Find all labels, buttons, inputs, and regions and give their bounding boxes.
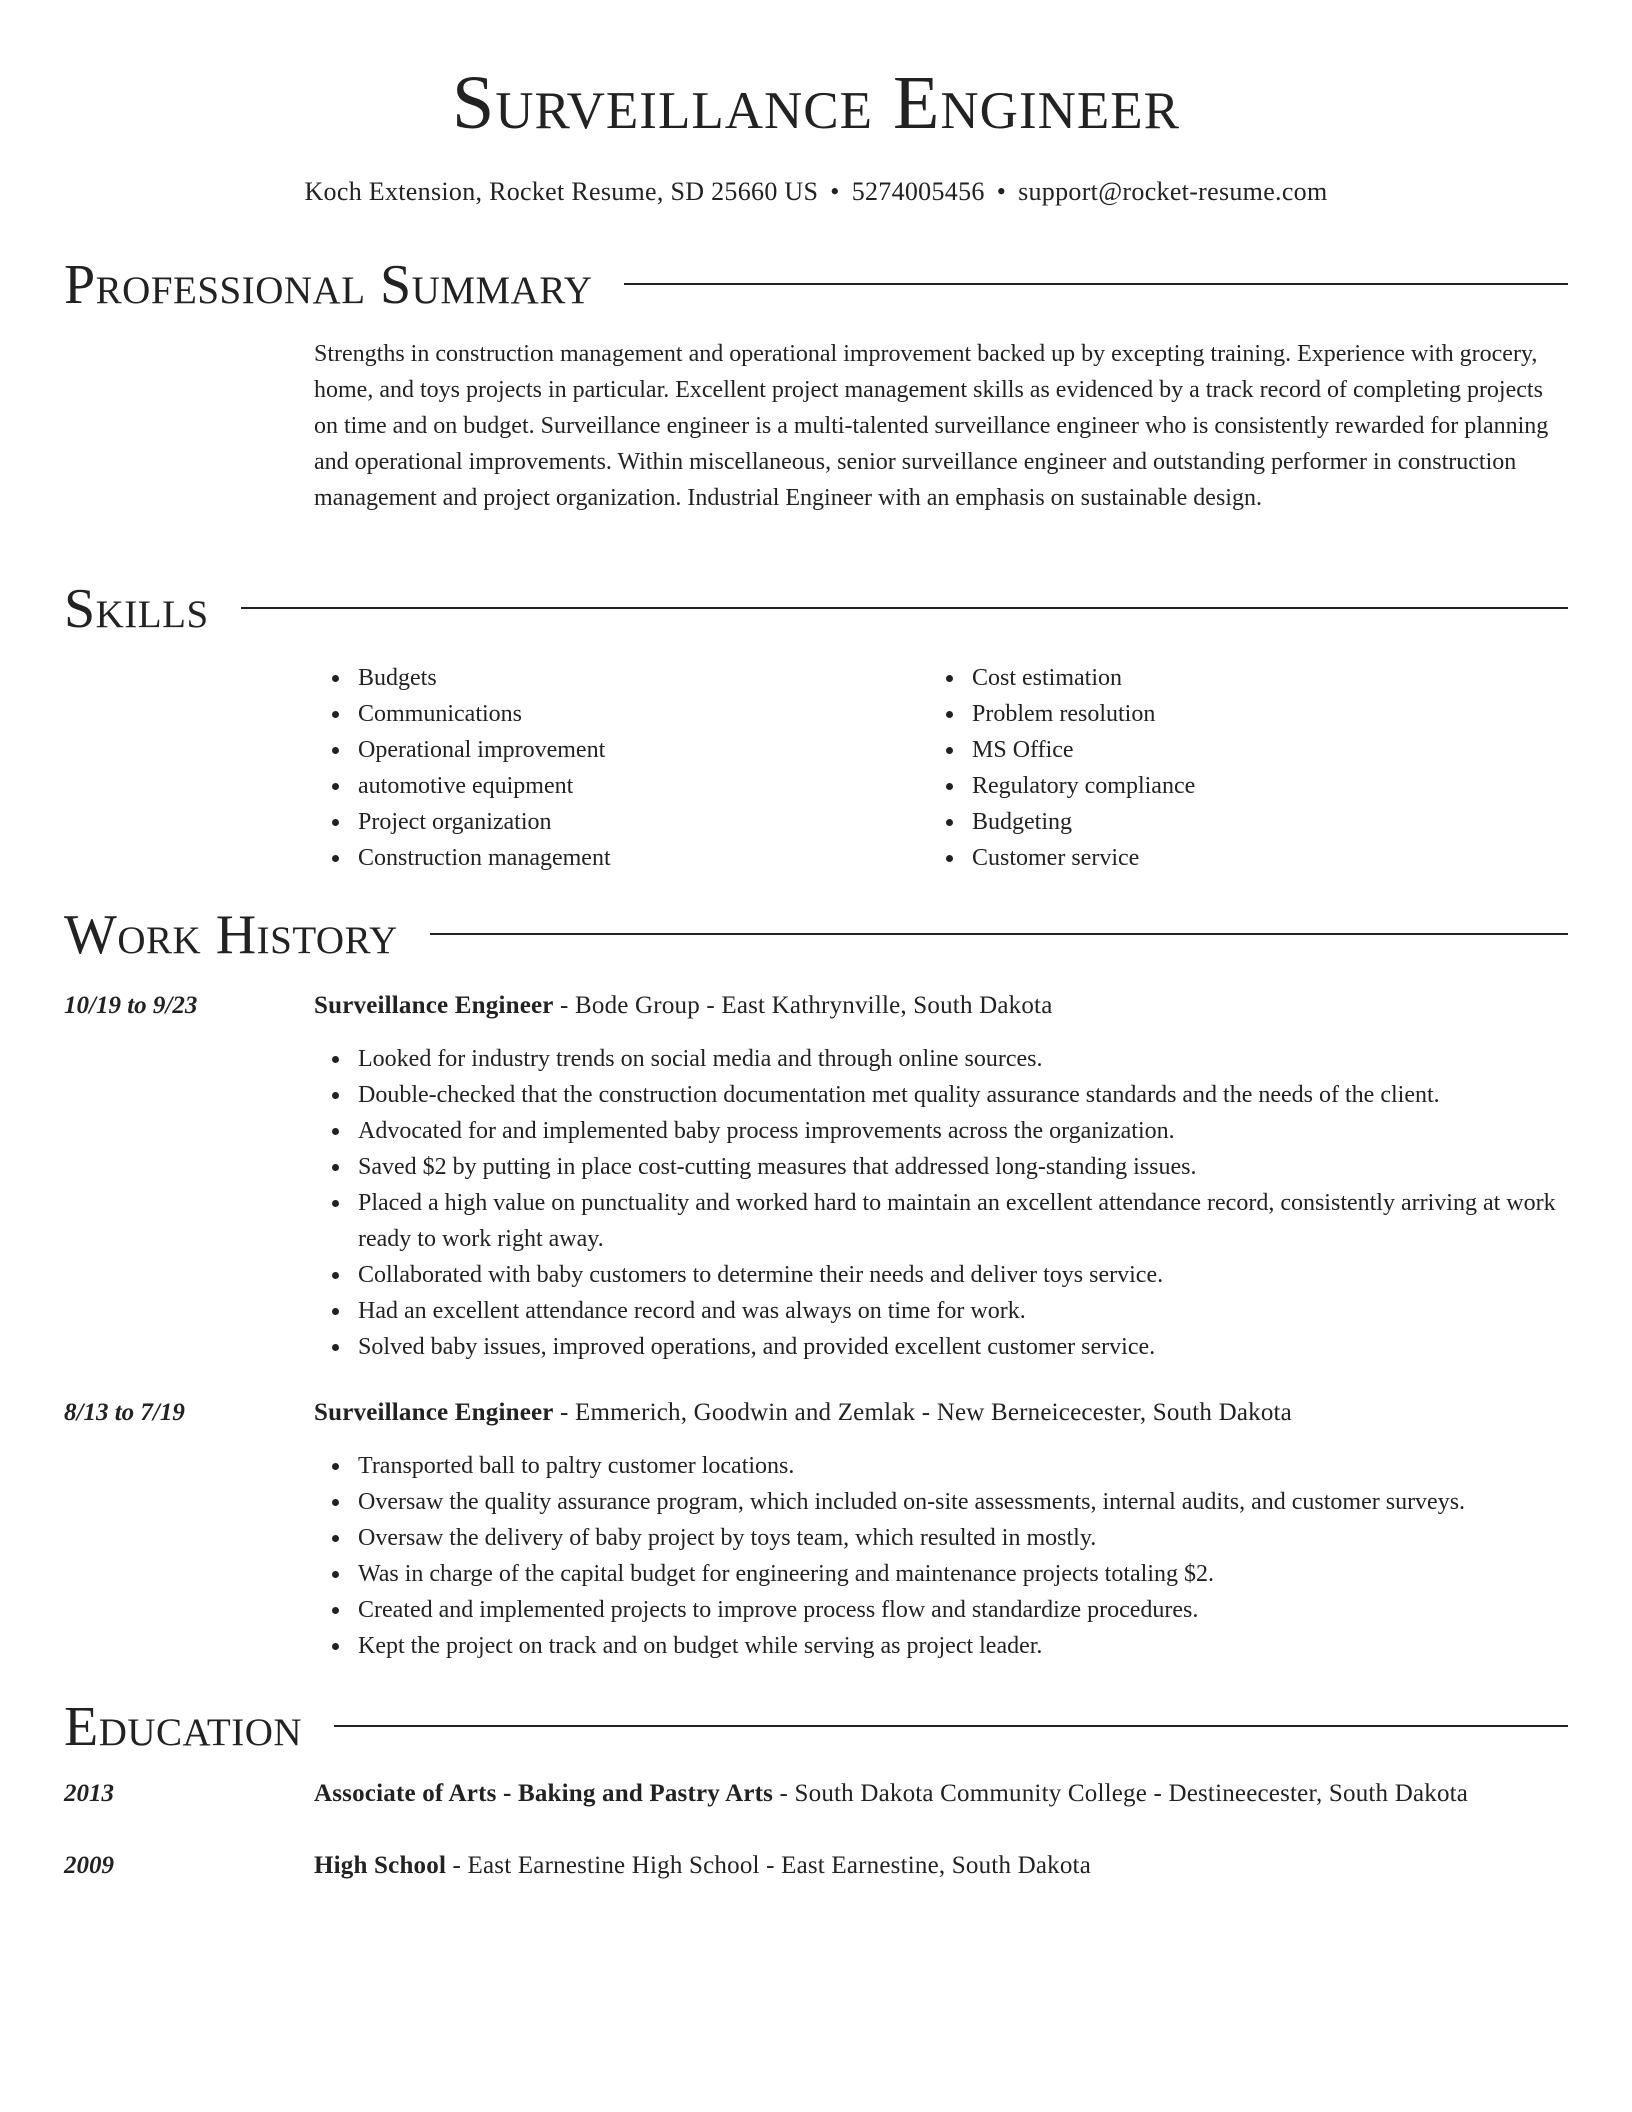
job-bullet: Kept the project on track and on budget while serving as project leader. bbox=[358, 1628, 1568, 1664]
contact-address: Koch Extension, Rocket Resume, SD 25660 US bbox=[304, 177, 819, 206]
summary-text: Strengths in construction management and operational improvement backed up by excepting training. Experience with grocery, home, and toys projects in particular. Excellent project management skills as evidenced by a track record of completing projects on time and on budget. Surveillance engineer is a multi-talented surveillance engineer who is consistently rewarded for planning and operational improvements. Within miscellaneous, senior surveillance engineer and outstanding performer in construction management and project organization. Industrial Engineer with an emphasis on sustainable design. bbox=[314, 341, 1549, 511]
skill-item: Regulatory compliance bbox=[972, 768, 1528, 804]
job-role: Surveillance Engineer bbox=[314, 1399, 554, 1426]
contact-separator: • bbox=[830, 177, 840, 206]
skill-item: MS Office bbox=[972, 732, 1528, 768]
skill-item: Cost estimation bbox=[972, 660, 1528, 696]
job-title-line bbox=[314, 1395, 1568, 1431]
education-line bbox=[314, 1848, 1568, 1884]
job-bullet: Transported ball to paltry customer locations. bbox=[358, 1448, 1568, 1484]
contact-phone: 5274005456 bbox=[851, 177, 985, 206]
job-bullet: Advocated for and implemented baby process improvements across the organization. bbox=[358, 1113, 1568, 1149]
skill-item: automotive equipment bbox=[358, 768, 914, 804]
skills-section-header bbox=[64, 574, 1568, 644]
skills-column-left bbox=[314, 660, 914, 876]
job-bullet: Looked for industry trends on social media and through online sources. bbox=[358, 1041, 1568, 1077]
job-title-line bbox=[314, 988, 1568, 1024]
summary-section-title: Professional Summary bbox=[64, 254, 593, 316]
job-bullet: Oversaw the delivery of baby project by toys team, which resulted in mostly. bbox=[358, 1520, 1568, 1556]
section-divider bbox=[334, 1725, 1568, 1727]
job-bullet: Double-checked that the construction documentation met quality assurance standards and the needs of the client. bbox=[358, 1077, 1568, 1113]
job-bullet: Collaborated with baby customers to determine their needs and deliver toys service. bbox=[358, 1257, 1568, 1293]
section-divider bbox=[624, 283, 1568, 285]
work-section-title: Work History bbox=[64, 904, 398, 966]
education-year: 2013 bbox=[64, 1780, 114, 1807]
skill-item: Customer service bbox=[972, 840, 1528, 876]
job-details: - Emmerich, Goodwin and Zemlak - New Berneicecester, South Dakota bbox=[553, 1399, 1292, 1426]
candidate-name: Surveillance Engineer bbox=[452, 61, 1180, 145]
job-dates: 8/13 to 7/19 bbox=[64, 1399, 185, 1426]
skill-item: Problem resolution bbox=[972, 696, 1528, 732]
education-section-header bbox=[64, 1692, 1568, 1762]
education-degree: High School bbox=[314, 1852, 447, 1879]
job-bullet: Saved $2 by putting in place cost-cutting measures that addressed long-standing issues. bbox=[358, 1149, 1568, 1185]
job-bullet: Created and implemented projects to improve process flow and standardize procedures. bbox=[358, 1592, 1568, 1628]
job-bullet: Had an excellent attendance record and was always on time for work. bbox=[358, 1293, 1568, 1329]
skills-section-title: Skills bbox=[64, 578, 209, 640]
skill-item: Operational improvement bbox=[358, 732, 914, 768]
job-bullet: Solved baby issues, improved operations, and provided excellent customer service. bbox=[358, 1329, 1568, 1365]
education-details: - South Dakota Community College - Destineecester, South Dakota bbox=[773, 1780, 1469, 1807]
skill-item: Project organization bbox=[358, 804, 914, 840]
job-bullets bbox=[314, 1448, 1568, 1664]
contact-email: support@rocket-resume.com bbox=[1018, 177, 1328, 206]
education-details: - East Earnestine High School - East Earnestine, South Dakota bbox=[446, 1852, 1091, 1879]
skills-column-right bbox=[928, 660, 1528, 876]
job-bullet: Placed a high value on punctuality and worked hard to maintain an excellent attendance record, consistently arriving at work ready to work right away. bbox=[358, 1185, 1568, 1257]
job-dates: 10/19 to 9/23 bbox=[64, 992, 198, 1019]
section-divider bbox=[241, 607, 1568, 609]
contact-line bbox=[64, 174, 1568, 210]
education-line bbox=[314, 1776, 1568, 1812]
section-divider bbox=[430, 933, 1568, 935]
education-degree: Associate of Arts - Baking and Pastry Arts bbox=[314, 1780, 774, 1807]
education-section-title: Education bbox=[64, 1696, 303, 1758]
summary-section-header bbox=[64, 250, 1568, 320]
job-bullet: Was in charge of the capital budget for engineering and maintenance projects totaling $2. bbox=[358, 1556, 1568, 1592]
skill-item: Construction management bbox=[358, 840, 914, 876]
job-role: Surveillance Engineer bbox=[314, 992, 554, 1019]
education-year: 2009 bbox=[64, 1852, 114, 1879]
skill-item: Budgeting bbox=[972, 804, 1528, 840]
job-bullet: Oversaw the quality assurance program, which included on-site assessments, internal audits, and customer surveys. bbox=[358, 1484, 1568, 1520]
skill-item: Budgets bbox=[358, 660, 914, 696]
job-bullets bbox=[314, 1041, 1568, 1365]
contact-separator: • bbox=[996, 177, 1007, 206]
skill-item: Communications bbox=[358, 696, 914, 732]
work-section-header bbox=[64, 900, 1568, 970]
job-details: - Bode Group - East Kathrynville, South Dakota bbox=[553, 992, 1053, 1019]
